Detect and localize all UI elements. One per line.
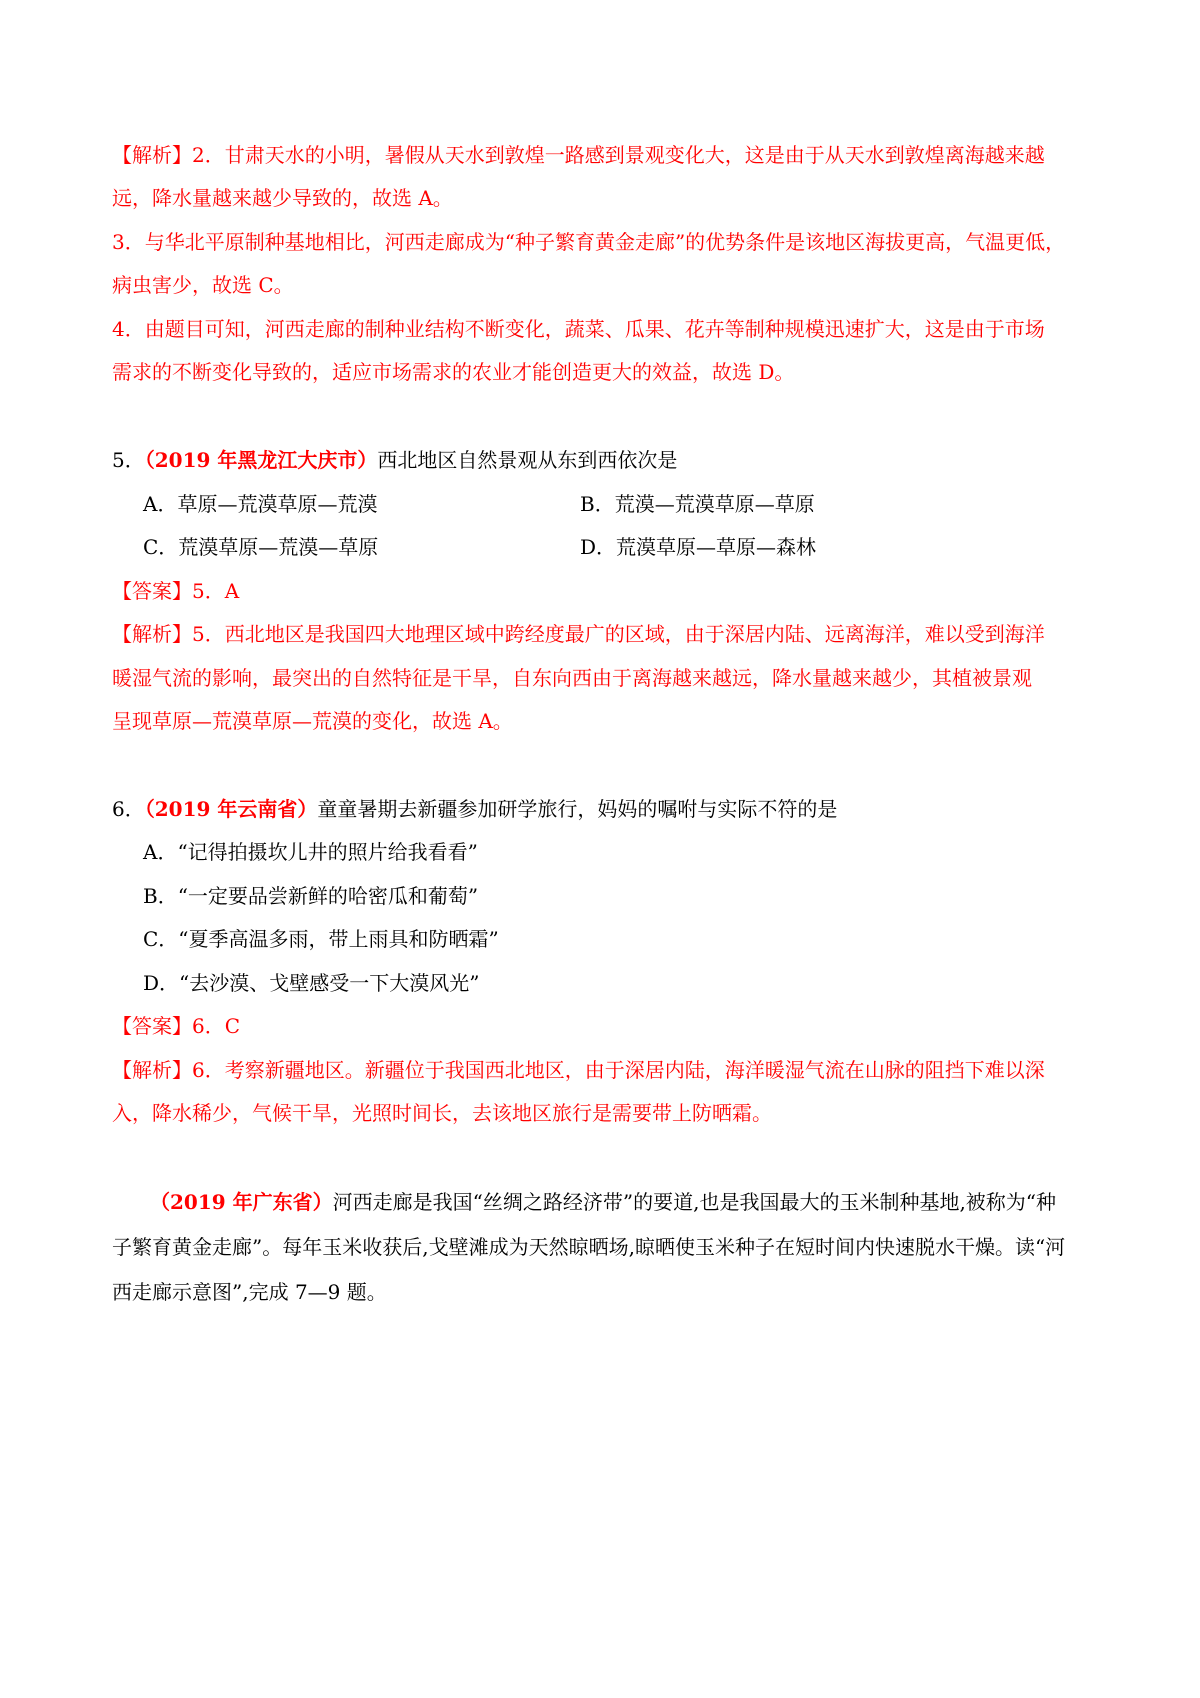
question-5-explanation-line2: 暖湿气流的影响，最突出的自然特征是干旱，自东向西由于离海越来越远，降水量越来越少，其植被景观 — [112, 666, 1032, 690]
question-6-option-b: B．“一定要品尝新鲜的哈密瓜和葡萄” — [143, 884, 479, 908]
question-number: 5． — [112, 448, 145, 472]
question-5-option-b: B．荒漠—荒漠草原—草原 — [580, 492, 815, 516]
explanation-q3-line1: 3．与华北平原制种基地相比，河西走廊成为“种子繁育黄金走廊”的优势条件是该地区海拔更高，气温更低， — [112, 230, 1066, 254]
question-5-explanation-line1: 【解析】5．西北地区是我国四大地理区域中跨经度最广的区域，由于深居内陆、远离海洋，难以受到海洋 — [112, 622, 1045, 646]
question-5-explanation-line3: 呈现草原—荒漠草原—荒漠的变化，故选 A。 — [112, 709, 513, 733]
passage-text: 河西走廊是我国“丝绸之路经济带”的要道,也是我国最大的玉米制种基地,被称为“种 — [332, 1190, 1057, 1214]
question-6-explanation-line2: 入，降水稀少，气候干旱，光照时间长，去该地区旅行是需要带上防晒霜。 — [112, 1101, 772, 1125]
question-number: 6． — [112, 797, 145, 821]
passage-source: （2019 年广东省） — [150, 1190, 333, 1214]
question-6-option-c: C．“夏季高温多雨，带上雨具和防晒霜” — [143, 927, 499, 951]
passage-line2: 子繁育黄金走廊”。每年玉米收获后,戈壁滩成为天然晾晒场,晾晒使玉米种子在短时间内快速脱水干燥。读“河 — [112, 1235, 1066, 1259]
question-5-stem — [112, 446, 677, 474]
question-source: （2019 年黑龙江大庆市） — [144, 448, 378, 472]
question-5-answer: 【答案】5．A — [112, 579, 240, 603]
question-text: 西北地区自然景观从东到西依次是 — [377, 448, 678, 472]
explanation-q2-line2: 远，降水量越来越少导致的，故选 A。 — [112, 186, 453, 210]
question-6-option-a: A．“记得拍摄坎儿井的照片给我看看” — [143, 840, 478, 864]
question-5-option-c: C．荒漠草原—荒漠—草原 — [143, 535, 379, 559]
question-6-stem — [112, 795, 837, 823]
question-5-option-a: A．草原—荒漠草原—荒漠 — [143, 492, 378, 516]
question-5-option-d: D．荒漠草原—草原—森林 — [580, 535, 817, 559]
question-6-explanation-line1: 【解析】6．考察新疆地区。新疆位于我国西北地区，由于深居内陆，海洋暖湿气流在山脉的阻挡下难以深 — [112, 1058, 1045, 1082]
explanation-q2-line1: 【解析】2．甘肃天水的小明，暑假从天水到敦煌一路感到景观变化大，这是由于从天水到敦煌离海越来越 — [112, 143, 1045, 167]
passage-line3: 西走廊示意图”,完成 7—9 题。 — [112, 1280, 387, 1304]
passage-line1 — [150, 1188, 1056, 1216]
explanation-q3-line2: 病虫害少，故选 C。 — [112, 273, 294, 297]
question-6-answer: 【答案】6．C — [112, 1014, 241, 1038]
explanation-q4-line2: 需求的不断变化导致的，适应市场需求的农业才能创造更大的效益，故选 D。 — [112, 360, 795, 384]
question-text: 童童暑期去新疆参加研学旅行，妈妈的嘱咐与实际不符的是 — [317, 797, 838, 821]
question-6-option-d: D．“去沙漠、戈壁感受一下大漠风光” — [143, 971, 480, 995]
question-source: （2019 年云南省） — [144, 797, 318, 821]
explanation-q4-line1: 4．由题目可知，河西走廊的制种业结构不断变化，蔬菜、瓜果、花卉等制种规模迅速扩大，这是由于市场 — [112, 317, 1045, 341]
